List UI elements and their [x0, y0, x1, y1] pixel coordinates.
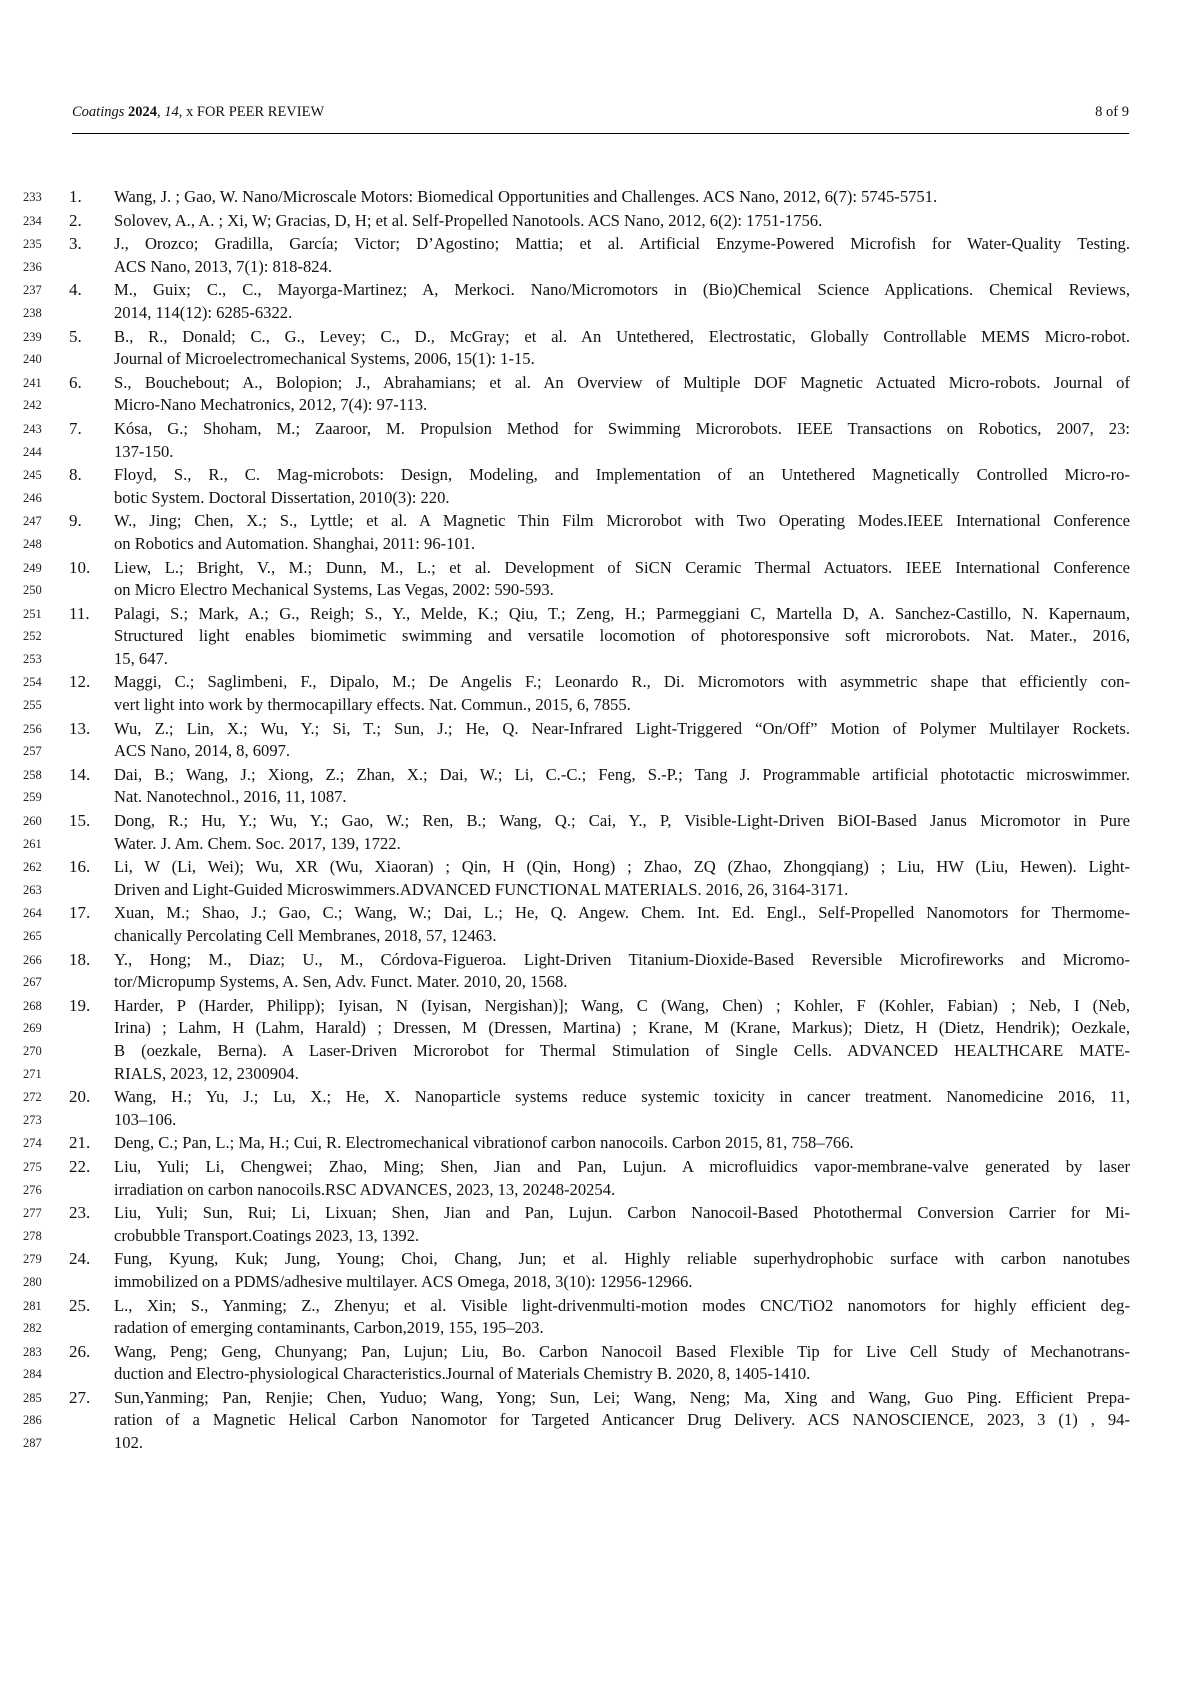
page-number: 8 of 9 — [1095, 104, 1129, 120]
line-number: 255 — [23, 698, 42, 713]
reference-text: crobubble Transport.Coatings 2023, 13, 1392. — [114, 1225, 420, 1245]
reference-text: ACS Nano, 2014, 8, 6097. — [114, 741, 291, 761]
reference-number: 19. — [69, 995, 91, 1015]
reference-text: W., Jing; Chen, X.; S., Lyttle; et al. A Magnetic Thin Film Microrobot with Two Operating Modes.IEEE International Conference — [114, 511, 1130, 531]
reference-text: Wang, H.; Yu, J.; Lu, X.; He, X. Nanoparticle systems reduce systemic toxicity in cancer treatment. Nanomedicine 2016, 11, — [114, 1087, 1130, 1107]
line-number: 286 — [23, 1413, 42, 1428]
journal-year: 2024 — [128, 104, 157, 120]
reference-line — [0, 926, 1191, 949]
reference-line — [0, 1249, 1191, 1272]
reference-line — [0, 187, 1191, 210]
reference-text: on Micro Electro Mechanical Systems, Las Vegas, 2002: 590-593. — [114, 580, 554, 600]
reference-number: 15. — [69, 811, 91, 831]
reference-line — [0, 672, 1191, 695]
reference-item — [0, 1133, 1191, 1156]
reference-text: Micro-Nano Mechatronics, 2012, 7(4): 97-113. — [114, 395, 428, 415]
reference-text: Y., Hong; M., Diaz; U., M., Córdova-Figueroa. Light-Driven Titanium-Dioxide-Based Reversible Microfireworks and Micromo- — [114, 949, 1130, 969]
reference-text: Li, W (Li, Wei); Wu, XR (Wu, Xiaoran) ; Qin, H (Qin, Hong) ; Zhao, ZQ (Zhao, Zhongqiang) ; Liu, HW (Liu, Hewen). Light- — [114, 857, 1130, 877]
line-number: 252 — [23, 629, 42, 644]
reference-text: Dong, R.; Hu, Y.; Wu, Y.; Gao, W.; Ren, B.; Wang, Q.; Cai, Y., P, Visible-Light-Driven BiOI-Based Janus Micromotor in Pure — [114, 811, 1130, 831]
reference-line — [0, 1133, 1191, 1156]
reference-item — [0, 234, 1191, 279]
reference-line — [0, 626, 1191, 649]
reference-text: Deng, C.; Pan, L.; Ma, H.; Cui, R. Electromechanical vibrationof carbon nanocoils. Carbon 2015, 81, 758–766. — [114, 1133, 854, 1153]
line-number: 249 — [23, 560, 42, 575]
journal-name: Coatings — [72, 104, 125, 120]
line-number: 248 — [23, 536, 42, 551]
line-number: 238 — [23, 305, 42, 320]
reference-line — [0, 1433, 1191, 1456]
journal-volume: 14 — [164, 104, 179, 120]
reference-item — [0, 465, 1191, 510]
line-number: 247 — [23, 514, 42, 529]
reference-text: on Robotics and Automation. Shanghai, 2011: 96-101. — [114, 533, 476, 553]
reference-line — [0, 787, 1191, 810]
reference-text: Dai, B.; Wang, J.; Xiong, Z.; Zhan, X.; Dai, W.; Li, C.-C.; Feng, S.-P.; Tang J. Programmable artificial phototactic microswimmer. — [114, 764, 1130, 784]
line-number: 241 — [23, 375, 42, 390]
reference-number: 6. — [69, 372, 82, 392]
reference-text: Journal of Microelectromechanical Systems, 2006, 15(1): 1-15. — [114, 349, 535, 369]
reference-text: L., Xin; S., Yanming; Z., Zhenyu; et al. Visible light-drivenmulti-motion modes CNC/TiO2 nanomotors for highly efficient deg- — [114, 1295, 1130, 1315]
reference-line — [0, 972, 1191, 995]
line-number: 273 — [23, 1112, 42, 1127]
reference-number: 17. — [69, 903, 91, 923]
reference-line — [0, 511, 1191, 534]
reference-item — [0, 1296, 1191, 1341]
reference-number: 26. — [69, 1341, 91, 1361]
reference-list — [0, 187, 1191, 1457]
reference-item — [0, 857, 1191, 902]
line-number: 285 — [23, 1390, 42, 1405]
reference-line — [0, 604, 1191, 627]
reference-line — [0, 1064, 1191, 1087]
reference-number: 5. — [69, 326, 82, 346]
reference-number: 11. — [69, 603, 90, 623]
reference-line — [0, 465, 1191, 488]
line-number: 253 — [23, 651, 42, 666]
reference-line — [0, 719, 1191, 742]
reference-item — [0, 419, 1191, 464]
reference-number: 24. — [69, 1249, 91, 1269]
header-rule — [72, 133, 1129, 134]
reference-text: Sun,Yanming; Pan, Renjie; Chen, Yuduo; Wang, Yong; Sun, Lei; Wang, Neng; Ma, Xing and Wang, Guo Ping. Efficient Prepa- — [114, 1387, 1130, 1407]
reference-line — [0, 373, 1191, 396]
line-number: 265 — [23, 929, 42, 943]
reference-text: Liew, L.; Bright, V., M.; Dunn, M., L.; et al. Development of SiCN Ceramic Thermal Actuators. IEEE International Conference — [114, 557, 1130, 577]
reference-text: irradiation on carbon nanocoils.RSC ADVANCES, 2023, 13, 20248-20254. — [114, 1179, 616, 1199]
reference-line — [0, 1087, 1191, 1110]
line-number: 264 — [23, 906, 42, 921]
reference-text: Floyd, S., R., C. Mag-microbots: Design, Modeling, and Implementation of an Untethered Magnetically Controlled Micro-ro- — [114, 465, 1130, 485]
reference-line — [0, 211, 1191, 234]
line-number: 246 — [23, 490, 42, 505]
reference-number: 8. — [69, 465, 82, 485]
line-number: 267 — [23, 975, 42, 990]
reference-number: 21. — [69, 1133, 91, 1153]
reference-text: Wang, J. ; Gao, W. Nano/Microscale Motors: Biomedical Opportunities and Challenges. ACS Nano, 2012, 6(7): 5745-5751. — [114, 187, 938, 206]
reference-line — [0, 695, 1191, 718]
reference-line — [0, 419, 1191, 442]
line-number: 272 — [23, 1090, 42, 1105]
line-number: 254 — [23, 675, 42, 690]
reference-text: 2014, 114(12): 6285-6322. — [114, 302, 293, 322]
reference-item — [0, 187, 1191, 210]
reference-item — [0, 996, 1191, 1086]
reference-line — [0, 1272, 1191, 1295]
reference-text: J., Orozco; Gradilla, García; Victor; D’Agostino; Mattia; et al. Artificial Enzyme-Powered Microfish for Water-Quality Testing. — [114, 234, 1130, 254]
reference-line — [0, 1388, 1191, 1411]
reference-item — [0, 1157, 1191, 1202]
reference-line — [0, 1203, 1191, 1226]
reference-text: S., Bouchebout; A., Bolopion; J., Abrahamians; et al. An Overview of Multiple DOF Magnetic Actuated Micro-robots. Journal of — [114, 372, 1130, 392]
reference-number: 4. — [69, 280, 82, 300]
reference-number: 16. — [69, 857, 91, 877]
reference-number: 10. — [69, 557, 91, 577]
reference-line — [0, 996, 1191, 1019]
reference-text: duction and Electro-physiological Characteristics.Journal of Materials Chemistry B. 2020, 8, 1405-1410. — [114, 1364, 811, 1384]
review-label: , x FOR PEER REVIEW — [178, 104, 325, 120]
reference-line — [0, 1110, 1191, 1133]
line-number: 236 — [23, 259, 42, 274]
reference-number: 14. — [69, 764, 91, 784]
reference-line — [0, 580, 1191, 603]
reference-line — [0, 442, 1191, 465]
reference-number: 7. — [69, 418, 82, 438]
line-number: 284 — [23, 1367, 42, 1382]
line-number: 259 — [23, 790, 42, 805]
reference-text: 137-150. — [114, 441, 174, 461]
reference-line — [0, 280, 1191, 303]
reference-text: 103–106. — [114, 1109, 177, 1129]
reference-item — [0, 811, 1191, 856]
line-number: 274 — [23, 1136, 42, 1151]
reference-text: Xuan, M.; Shao, J.; Gao, C.; Wang, W.; Dai, L.; He, Q. Angew. Chem. Int. Ed. Engl., Self-Propelled Nanomotors for Thermome- — [114, 903, 1130, 923]
line-number: 257 — [23, 744, 42, 759]
reference-text: Harder, P (Harder, Philipp); Iyisan, N (Iyisan, Nergishan)]; Wang, C (Wang, Chen) ; Kohler, F (Kohler, Fabian) ; Neb, I (Neb, — [114, 995, 1130, 1015]
reference-line — [0, 1364, 1191, 1387]
line-number: 279 — [23, 1252, 42, 1267]
line-number: 282 — [23, 1321, 42, 1336]
reference-text: 15, 647. — [114, 648, 168, 668]
reference-item — [0, 1203, 1191, 1248]
reference-line — [0, 857, 1191, 880]
line-number: 270 — [23, 1043, 42, 1058]
line-number: 263 — [23, 882, 42, 897]
reference-line — [0, 234, 1191, 257]
line-number: 260 — [23, 814, 42, 829]
reference-line — [0, 1226, 1191, 1249]
reference-line — [0, 950, 1191, 973]
reference-text: Fung, Kyung, Kuk; Jung, Young; Choi, Chang, Jun; et al. Highly reliable superhydrophobic surface with carbon nanotubes — [114, 1249, 1130, 1269]
line-number: 250 — [23, 583, 42, 598]
reference-item — [0, 1342, 1191, 1387]
reference-text: 102. — [114, 1433, 144, 1453]
reference-number: 22. — [69, 1156, 91, 1176]
reference-item — [0, 558, 1191, 603]
reference-text: botic System. Doctoral Dissertation, 2010(3): 220. — [114, 487, 450, 507]
reference-text: Wang, Peng; Geng, Chunyang; Pan, Lujun; Liu, Bo. Carbon Nanocoil Based Flexible Tip for Live Cell Study of Mechanotrans- — [114, 1341, 1130, 1361]
reference-line — [0, 1410, 1191, 1433]
line-number: 278 — [23, 1228, 42, 1243]
reference-item — [0, 950, 1191, 995]
reference-line — [0, 1018, 1191, 1041]
line-number: 261 — [23, 836, 42, 851]
line-number: 287 — [23, 1436, 42, 1451]
reference-item — [0, 511, 1191, 556]
reference-line — [0, 880, 1191, 903]
reference-line — [0, 257, 1191, 280]
reference-item — [0, 327, 1191, 372]
reference-number: 25. — [69, 1295, 91, 1315]
reference-text: radation of emerging contaminants, Carbon,2019, 155, 195–203. — [114, 1318, 544, 1338]
reference-text: Kósa, G.; Shoham, M.; Zaaroor, M. Propulsion Method for Swimming Microrobots. IEEE Transactions on Robotics, 2007, 23: — [114, 418, 1130, 438]
reference-text: Maggi, C.; Saglimbeni, F., Dipalo, M.; De Angelis F.; Leonardo R., Di. Micromotors with asymmetric shape that efficiently con- — [114, 672, 1130, 692]
reference-line — [0, 1296, 1191, 1319]
line-number: 245 — [23, 468, 42, 483]
line-number: 256 — [23, 721, 42, 736]
line-number: 268 — [23, 998, 42, 1013]
reference-item — [0, 719, 1191, 764]
line-number: 275 — [23, 1159, 42, 1174]
line-number: 251 — [23, 606, 42, 621]
line-number: 242 — [23, 398, 42, 413]
reference-number: 13. — [69, 718, 91, 738]
reference-text: Liu, Yuli; Li, Chengwei; Zhao, Ming; Shen, Jian and Pan, Lujun. A microfluidics vapor-membrane-valve generated by laser — [114, 1156, 1130, 1176]
reference-item — [0, 211, 1191, 234]
reference-line — [0, 741, 1191, 764]
reference-text: Driven and Light-Guided Microswimmers.ADVANCED FUNCTIONAL MATERIALS. 2016, 26, 3164-3171. — [114, 879, 849, 899]
reference-line — [0, 1157, 1191, 1180]
reference-line — [0, 834, 1191, 857]
reference-number: 27. — [69, 1387, 91, 1407]
line-number: 283 — [23, 1344, 42, 1359]
reference-text: B., R., Donald; C., G., Levey; C., D., McGray; et al. An Untethered, Electrostatic, Globally Controllable MEMS Micro-robot. — [114, 326, 1130, 346]
reference-item — [0, 1087, 1191, 1132]
reference-text: immobilized on a PDMS/adhesive multilayer. ACS Omega, 2018, 3(10): 12956-12966. — [114, 1271, 693, 1291]
reference-line — [0, 395, 1191, 418]
reference-number: 9. — [69, 511, 82, 531]
reference-text: chanically Percolating Cell Membranes, 2018, 57, 12463. — [114, 926, 497, 945]
reference-line — [0, 558, 1191, 581]
reference-number: 1. — [69, 187, 82, 206]
reference-line — [0, 349, 1191, 372]
reference-text: Irina) ; Lahm, H (Lahm, Harald) ; Dressen, M (Dressen, Martina) ; Krane, M (Krane, Markus); Dietz, H (Dietz, Hendrik); Oezkale, — [114, 1018, 1130, 1038]
reference-line — [0, 1318, 1191, 1341]
reference-line — [0, 1180, 1191, 1203]
reference-number: 18. — [69, 949, 91, 969]
reference-item — [0, 280, 1191, 325]
reference-text: ration of a Magnetic Helical Carbon Nanomotor for Targeted Anticancer Drug Delivery. ACS NANOSCIENCE, 2023, 3 (1) , 94- — [114, 1410, 1130, 1430]
reference-line — [0, 327, 1191, 350]
reference-text: Nat. Nanotechnol., 2016, 11, 1087. — [114, 787, 347, 807]
reference-item — [0, 903, 1191, 948]
reference-number: 23. — [69, 1203, 91, 1223]
reference-text: Water. J. Am. Chem. Soc. 2017, 139, 1722. — [114, 833, 401, 853]
reference-line — [0, 1041, 1191, 1064]
line-number: 262 — [23, 860, 42, 875]
reference-line — [0, 488, 1191, 511]
reference-text: Liu, Yuli; Sun, Rui; Li, Lixuan; Shen, Jian and Pan, Lujun. Carbon Nanocoil-Based Photothermal Conversion Carrier for Mi- — [114, 1203, 1130, 1223]
line-number: 244 — [23, 444, 42, 459]
line-number: 258 — [23, 767, 42, 782]
running-head: Coatings 2024, 14, x FOR PEER REVIEW — [72, 104, 325, 120]
reference-number: 20. — [69, 1087, 91, 1107]
line-number: 280 — [23, 1274, 42, 1289]
reference-text: ACS Nano, 2013, 7(1): 818-824. — [114, 256, 333, 276]
reference-item — [0, 765, 1191, 810]
reference-item — [0, 1249, 1191, 1294]
line-number: 240 — [23, 352, 42, 367]
reference-number: 12. — [69, 672, 91, 692]
reference-text: Palagi, S.; Mark, A.; G., Reigh; S., Y., Melde, K.; Qiu, T.; Zeng, H.; Parmeggiani C, Martella D, A. Sanchez-Castillo, N. Kapernaum, — [114, 603, 1130, 623]
reference-text: Structured light enables biomimetic swimming and versatile locomotion of photoresponsive soft microrobots. Nat. Mater., 2016, — [114, 626, 1130, 646]
reference-item — [0, 1388, 1191, 1456]
reference-text: Wu, Z.; Lin, X.; Wu, Y.; Si, T.; Sun, J.; He, Q. Near-Infrared Light-Triggered “On/Off” Motion of Polymer Multilayer Rockets. — [114, 718, 1130, 738]
reference-line — [0, 765, 1191, 788]
line-number: 266 — [23, 952, 42, 967]
reference-number: 3. — [69, 234, 82, 254]
line-number: 234 — [23, 213, 42, 228]
reference-number: 2. — [69, 210, 82, 230]
reference-line — [0, 534, 1191, 557]
line-number: 235 — [23, 237, 42, 252]
line-number: 271 — [23, 1066, 42, 1081]
reference-text: B (oezkale, Berna). A Laser-Driven Microrobot for Thermal Stimulation of Single Cells. ADVANCED HEALTHCARE MATE- — [114, 1040, 1130, 1060]
reference-line — [0, 1342, 1191, 1365]
reference-line — [0, 903, 1191, 926]
line-number: 243 — [23, 421, 42, 436]
line-number: 276 — [23, 1182, 42, 1197]
reference-text: M., Guix; C., C., Mayorga-Martinez; A, Merkoci. Nano/Micromotors in (Bio)Chemical Science Applications. Chemical Reviews, — [114, 280, 1130, 300]
reference-text: Solovev, A., A. ; Xi, W; Gracias, D, H; et al. Self-Propelled Nanotools. ACS Nano, 2012, 6(2): 1751-1756. — [114, 210, 823, 230]
reference-line — [0, 811, 1191, 834]
line-number: 269 — [23, 1021, 42, 1036]
line-number: 237 — [23, 283, 42, 298]
reference-text: RIALS, 2023, 12, 2300904. — [114, 1063, 299, 1083]
reference-text: vert light into work by thermocapillary effects. Nat. Commun., 2015, 6, 7855. — [114, 695, 631, 715]
reference-item — [0, 672, 1191, 717]
reference-text: tor/Micropump Systems, A. Sen, Adv. Funct. Mater. 2010, 20, 1568. — [114, 972, 568, 992]
reference-item — [0, 373, 1191, 418]
line-number: 233 — [23, 190, 42, 204]
line-number: 277 — [23, 1206, 42, 1221]
reference-line — [0, 649, 1191, 672]
line-number: 281 — [23, 1298, 42, 1313]
line-number: 239 — [23, 329, 42, 344]
reference-line — [0, 303, 1191, 326]
page-header — [72, 104, 1129, 126]
reference-item — [0, 604, 1191, 672]
